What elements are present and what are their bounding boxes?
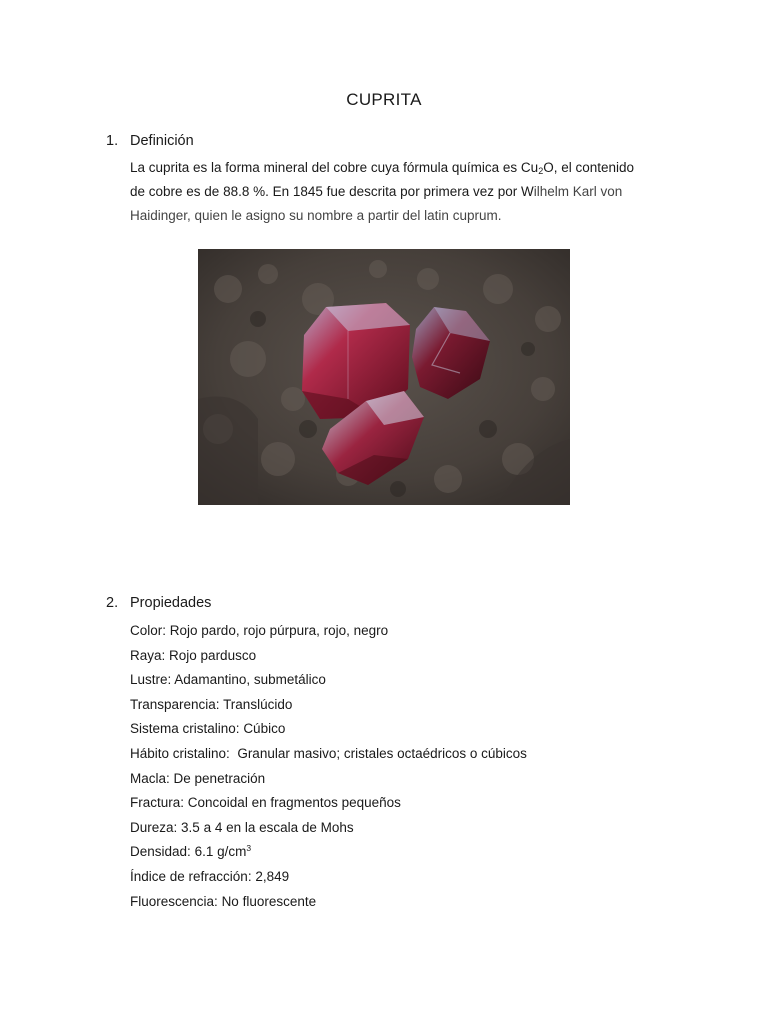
- property-label: Densidad: [130, 844, 188, 860]
- property-color: Color: Rojo pardo, rojo púrpura, rojo, negro: [130, 623, 389, 638]
- property-value: 3.5 a 4 en la escala de Mohs: [181, 819, 354, 835]
- text-run: O, el contenido: [543, 160, 635, 175]
- definition-paragraph: [130, 156, 670, 228]
- property-dureza: Dureza: 3.5 a 4 en la escala de Mohs: [130, 819, 354, 835]
- property-sistema-cristalino: Sistema cristalino: Cúbico: [130, 721, 286, 737]
- property-label: Sistema cristalino: [130, 721, 236, 737]
- section-title: Propiedades: [130, 595, 212, 611]
- property-fluorescencia: Fluorescencia: No fluorescente: [130, 893, 317, 909]
- cuprite-photo-graphic: [198, 249, 570, 505]
- property-label: Raya: [130, 647, 162, 663]
- property-value: Concoidal en fragmentos pequeños: [187, 795, 401, 811]
- property-label: Color: [130, 623, 163, 638]
- property-label: Macla: [130, 770, 167, 786]
- property-fractura: Fractura: Concoidal en fragmentos pequeños: [130, 795, 401, 811]
- section-number: 1.: [106, 133, 119, 149]
- definition-line-2: [130, 180, 670, 204]
- property-label: Fluorescencia: [130, 893, 215, 909]
- property-label: Lustre: [130, 672, 168, 688]
- property-label: Transparencia: [130, 696, 216, 712]
- property-value: 2,849: [255, 868, 290, 884]
- property-habito-cristalino: Hábito cristalino: Granular masivo; cristales octaédricos o cúbicos: [130, 745, 527, 761]
- property-value: Translúcido: [223, 696, 293, 712]
- property-value: Cúbico: [243, 721, 286, 737]
- text-run: ilhelm Karl von: [533, 184, 623, 199]
- property-value: Granular masivo; cristales octaédricos o cúbicos: [233, 745, 527, 761]
- superscript: 3: [246, 843, 252, 854]
- section-heading-propiedades: [106, 595, 211, 611]
- property-value: 6.1 g/cm: [194, 844, 247, 860]
- document-title: CUPRITA: [346, 90, 422, 109]
- property-value: No fluorescente: [221, 893, 317, 909]
- property-indice-refraccion: Índice de refracción: 2,849: [130, 868, 290, 884]
- definition-line-3: Haidinger, quien le asigno su nombre a partir del latin cuprum.: [130, 208, 502, 223]
- property-transparencia: Transparencia: Translúcido: [130, 696, 293, 712]
- property-value: De penetración: [173, 770, 266, 786]
- section-heading-definicion: [106, 133, 194, 149]
- property-label: Dureza: [130, 819, 174, 835]
- section-title: Definición: [130, 133, 194, 149]
- section-number: 2.: [106, 595, 119, 611]
- property-value: Adamantino, submetálico: [174, 672, 326, 688]
- property-macla: Macla: De penetración: [130, 770, 266, 786]
- cuprite-crystal-photo: [198, 249, 570, 505]
- property-label: Hábito cristalino: [130, 745, 227, 761]
- property-raya: Raya: Rojo pardusco: [130, 647, 257, 663]
- property-label: Fractura: [130, 795, 181, 811]
- text-run: de cobre es de 88.8 %. En 1845 fue descrita por primera vez por W: [130, 184, 534, 199]
- property-label: Índice de refracción: [130, 868, 248, 884]
- definition-line-1: [130, 156, 670, 180]
- properties-list: [130, 619, 690, 914]
- subscript: 2: [538, 166, 544, 176]
- property-value: Rojo pardo, rojo púrpura, rojo, negro: [169, 623, 389, 638]
- property-lustre: Lustre: Adamantino, submetálico: [130, 672, 326, 688]
- property-densidad: Densidad: 6.1 $g/cm^3$: [130, 843, 252, 860]
- text-run: La cuprita es la forma mineral del cobre cuya fórmula química es Cu: [130, 160, 539, 175]
- property-value: Rojo pardusco: [169, 647, 257, 663]
